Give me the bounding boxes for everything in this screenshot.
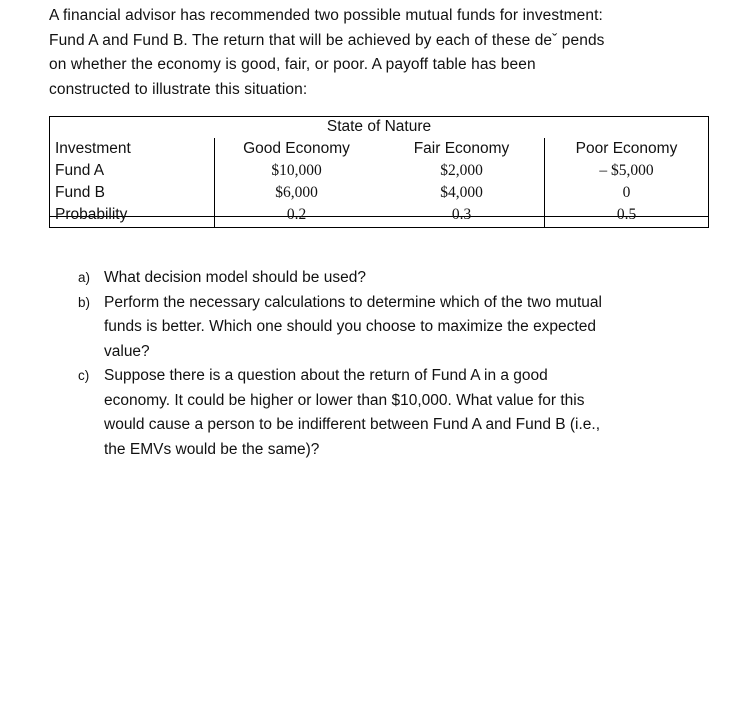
probability-fair: 0.3 [451, 206, 472, 223]
question-line: would cause a person to be indifferent between Fund A and Fund B (i.e., [104, 416, 601, 433]
column-header-fair: Fair Economy [413, 140, 510, 157]
probability-poor: 0.5 [616, 206, 637, 223]
question-line: Suppose there is a question about the return of Fund A in a good [104, 367, 548, 384]
column-header-poor: Poor Economy [575, 140, 678, 157]
table-border-bottom [49, 227, 709, 228]
row-label-fund-a: Fund A [55, 162, 105, 179]
question-line: Perform the necessary calculations to determine which of the two mutual [104, 293, 602, 311]
question-b [78, 291, 708, 365]
column-header-investment: Investment [55, 140, 131, 157]
question-marker: c) [78, 368, 90, 383]
row-label-probability: Probability [55, 206, 128, 223]
question-list [78, 266, 708, 462]
fund-a-fair-payoff: $2,000 [440, 162, 483, 179]
intro-line: Fund A and Fund B. The return that will be achieved by each of these deˇ pends [49, 31, 605, 49]
question-a [78, 266, 708, 291]
fund-b-poor-payoff: 0 [622, 184, 631, 201]
question-marker: b) [78, 294, 91, 310]
intro-line: A financial advisor has recommended two possible mutual funds for investment: [49, 7, 603, 24]
question-line: the EMVs would be the same)? [104, 440, 320, 458]
intro-line: constructed to illustrate this situation: [49, 80, 308, 98]
state-of-nature-header: State of Nature [326, 118, 432, 135]
question-line: What decision model should be used? [104, 269, 366, 286]
fund-b-good-payoff: $6,000 [275, 184, 318, 201]
fund-b-fair-payoff: $4,000 [440, 184, 483, 201]
problem-intro [49, 4, 729, 102]
question-line: funds is better. Which one should you choose to maximize the expected [104, 318, 596, 335]
row-label-fund-b: Fund B [55, 184, 105, 201]
question-c [78, 364, 708, 462]
question-line: value? [104, 342, 150, 360]
question-line: economy. It could be higher or lower than $10,000. What value for this [104, 391, 585, 409]
fund-a-poor-payoff: – $5,000 [599, 162, 654, 179]
fund-a-good-payoff: $10,000 [271, 162, 322, 179]
table-border-left [49, 116, 50, 228]
column-header-good: Good Economy [243, 140, 350, 157]
probability-good: 0.2 [286, 206, 307, 223]
payoff-table [49, 116, 709, 228]
question-marker: a) [78, 270, 91, 285]
intro-line: on whether the economy is good, fair, or poor. A payoff table has been [49, 56, 536, 73]
